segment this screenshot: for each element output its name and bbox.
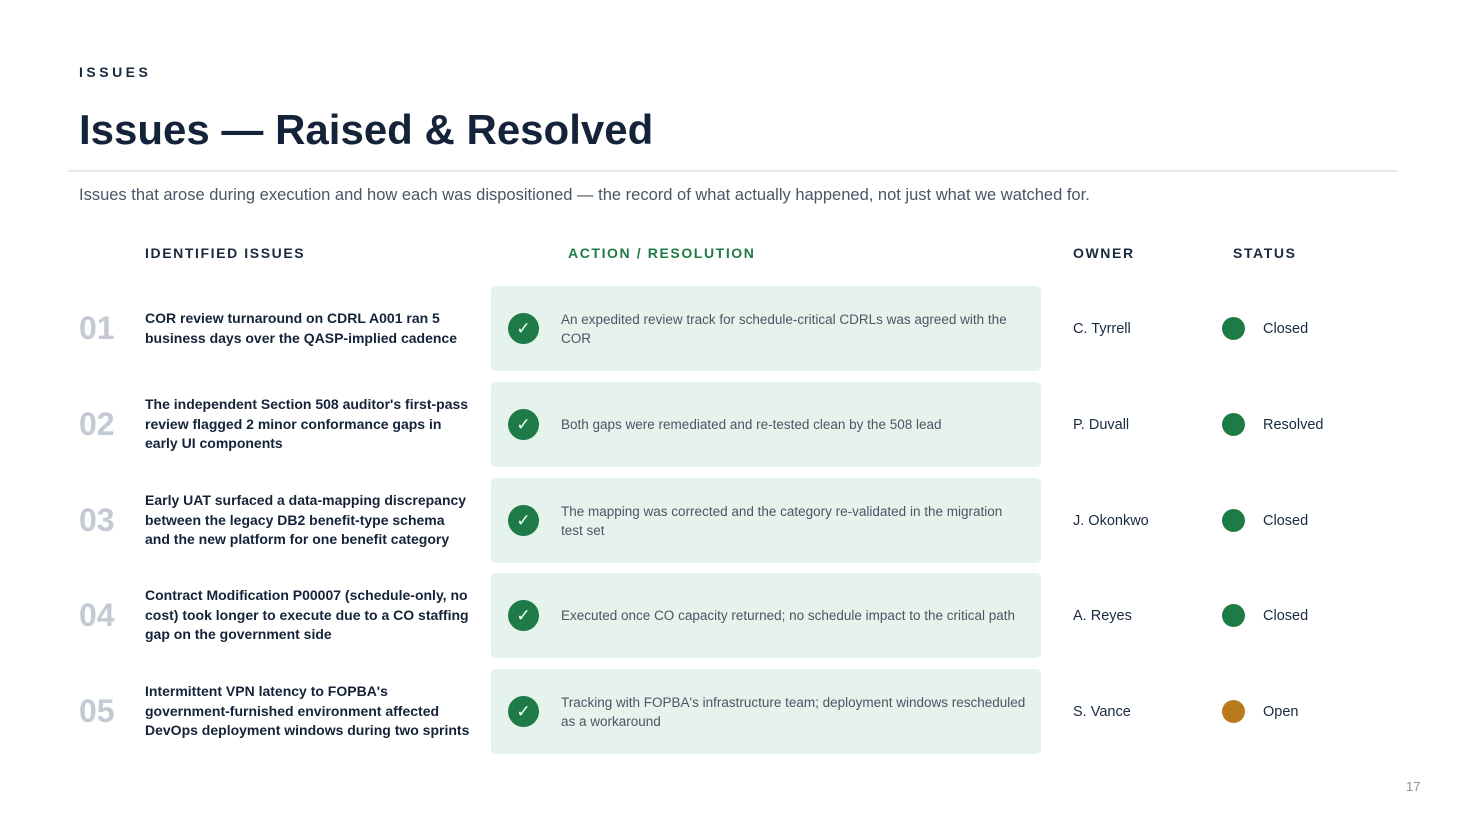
check-icon: ✓ (508, 505, 539, 536)
title-divider (68, 170, 1398, 172)
issue-row-1 (0, 286, 1466, 371)
page-title: Issues — Raised & Resolved (79, 106, 654, 153)
check-icon: ✓ (508, 313, 539, 344)
check-icon: ✓ (508, 696, 539, 727)
issue-row-4 (0, 573, 1466, 658)
action-card (491, 286, 1041, 371)
status-dot-icon (1222, 604, 1245, 627)
column-header-status: STATUS (1233, 245, 1297, 261)
status-label: Closed (1263, 320, 1309, 337)
status-dot-icon (1222, 317, 1245, 340)
owner-name: C. Tyrrell (1073, 320, 1131, 337)
status-label: Closed (1263, 607, 1309, 624)
action-card (491, 478, 1041, 563)
issue-row-3 (0, 478, 1466, 563)
owner-name: P. Duvall (1073, 416, 1130, 433)
check-icon: ✓ (508, 600, 539, 631)
issue-number: 01 (79, 310, 115, 346)
column-header-owner: OWNER (1073, 245, 1135, 261)
status-dot-icon (1222, 700, 1245, 723)
page-subtitle: Issues that arose during execution and how each was dispositioned — the record of what actually happened, not just what we watched for. (79, 186, 1090, 204)
column-header-issues: IDENTIFIED ISSUES (145, 245, 306, 261)
action-text: Executed once CO capacity returned; no schedule impact to the critical path (561, 608, 1015, 623)
owner-name: S. Vance (1073, 703, 1131, 720)
action-text: The mapping was corrected and the category re-validated in the migration test set (561, 503, 1003, 538)
issue-number: 03 (79, 502, 115, 538)
status-dot-icon (1222, 509, 1245, 532)
action-text: Tracking with FOPBA's infrastructure team; deployment windows rescheduled as a workaround (561, 694, 1026, 729)
check-icon: ✓ (508, 409, 539, 440)
action-text: An expedited review track for schedule-critical CDRLs was agreed with the COR (561, 311, 1007, 346)
owner-name: A. Reyes (1073, 607, 1132, 624)
issue-description: Early UAT surfaced a data-mapping discrepancy between the legacy DB2 benefit-type schema and the new platform for one benefit category (145, 492, 467, 548)
owner-name: J. Okonkwo (1073, 512, 1149, 529)
issue-number: 05 (79, 693, 115, 729)
status-label: Open (1263, 703, 1299, 720)
issue-row-2 (0, 382, 1466, 467)
issue-row-5 (0, 669, 1466, 754)
page-number: 17 (1406, 779, 1421, 794)
action-card (491, 669, 1041, 754)
issue-description: Intermittent VPN latency to FOPBA's government-furnished environment affected DevOps deployment windows during two sprints (145, 683, 470, 739)
issue-description: The independent Section 508 auditor's first-pass review flagged 2 minor conformance gaps in early UI components (145, 396, 469, 452)
action-card (491, 573, 1041, 658)
action-card (491, 382, 1041, 467)
issue-description: COR review turnaround on CDRL A001 ran 5 business days over the QASP-implied cadence (145, 310, 457, 346)
status-dot-icon (1222, 413, 1245, 436)
issue-number: 04 (79, 597, 115, 633)
status-label: Closed (1263, 512, 1309, 529)
eyebrow-label: ISSUES (79, 64, 152, 80)
column-header-action: ACTION / RESOLUTION (568, 245, 756, 261)
status-label: Resolved (1263, 416, 1324, 433)
issue-description: Contract Modification P00007 (schedule-only, no cost) took longer to execute due to a CO staffing gap on the government side (145, 587, 469, 643)
issue-number: 02 (79, 406, 115, 442)
action-text: Both gaps were remediated and re-tested clean by the 508 lead (561, 417, 942, 432)
